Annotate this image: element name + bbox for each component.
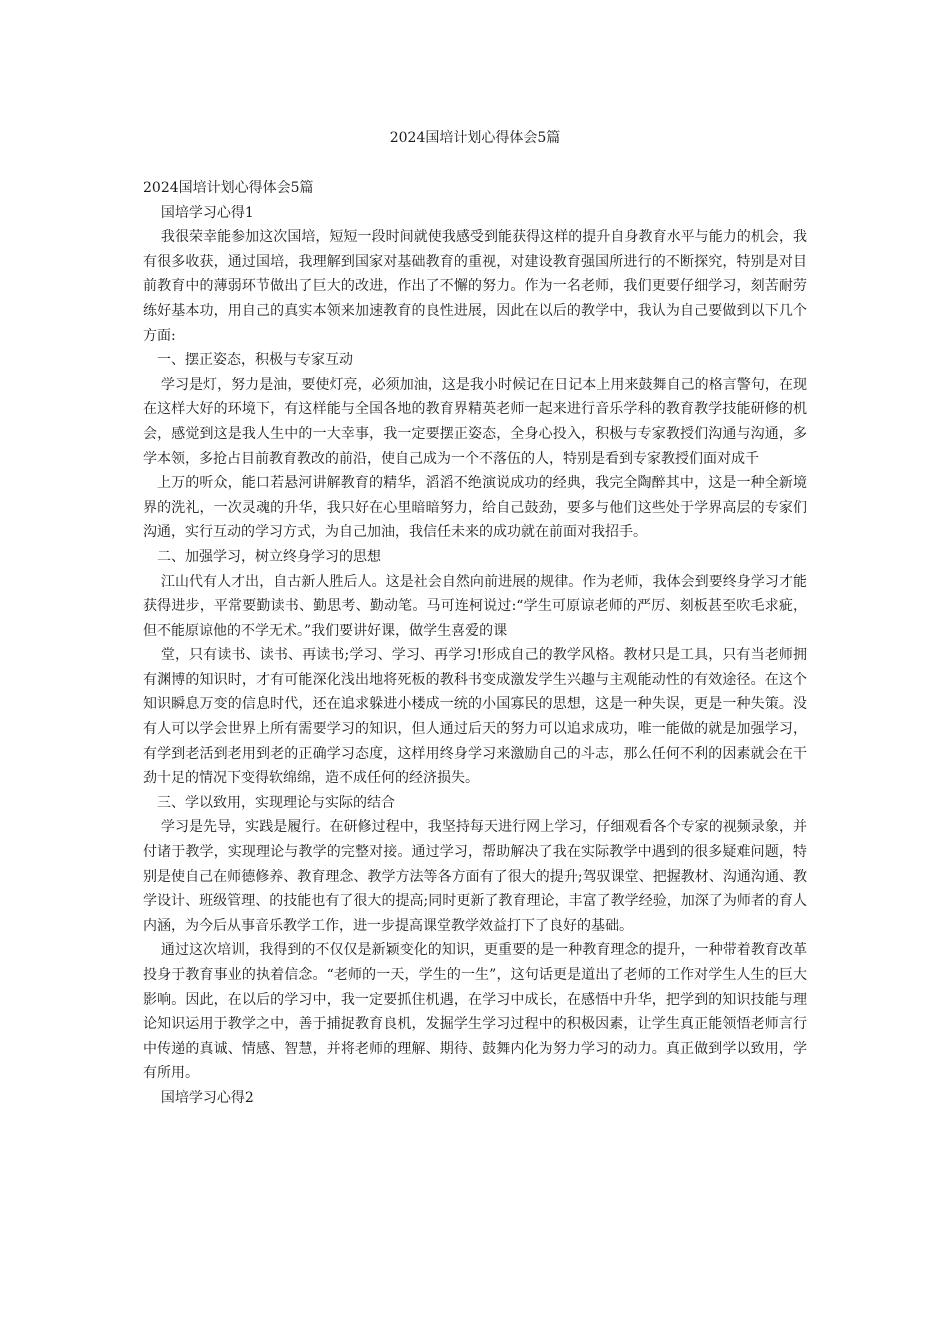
document-title: 2024国培计划心得体会5篇 — [389, 130, 561, 146]
section-heading: 三、学以致用，实现理论与实际的结合 — [157, 794, 395, 811]
body-paragraph: 我很荣幸能参加这次国培，短短一段时间就使我感受到能获得这样的提升自身教育水平与能力的机会，我有很多收获，通过国培，我理解到国家对基础教育的重视，对建设教育强国所进行的不断探究，特别是对目前教育中的薄弱环节做出了巨大的改进，作出了不懈的努力。作为一名老师，我们更要仔细学习，刻苦耐劳练好基本功，用自己的真实本领来加速教育的良性进展，因此在以后的教学中，我认为自己要做到以下几个方面: — [143, 229, 807, 344]
section-heading: 一、摆正姿态，积极与专家互动 — [157, 352, 353, 369]
section-heading: 二、加强学习，树立终身学习的思想 — [157, 548, 381, 565]
body-paragraph: 堂，只有读书、读书、再读书;学习、学习、再学习!形成自己的教学风格。教材只是工具，只有当老师拥有渊博的知识时，才有可能深化浅出地将死板的教科书变成激发学生兴趣与主观能动性的有效途径。在这个知识瞬息万变的信息时代，还在追求躲进小楼成一统的小国寡民的思想，这是一种失误，更是一种失策。没有人可以学会世界上所有需要学习的知识，但人通过后天的努力可以追求成功，唯一能做的就是加强学习，有学到老活到老用到老的正确学习态度，这样用终身学习来激励自己的斗志，那么任何不利的因素就会在干劲十足的情况下变得软绵绵，造不成任何的经济损失。 — [143, 647, 807, 787]
body-paragraph: 学习是先导，实践是履行。在研修过程中，我坚持每天进行网上学习，仔细观看各个专家的视频录象，并付诸于教学，实现理论与教学的完整对接。通过学习，帮助解决了我在实际教学中遇到的很多疑难问题，特别是使自己在师德修养、教育理念、教学方法等各方面有了很大的提升;驾驭课堂、把握教材、沟通沟通、教学设计、班级管理、的技能也有了很大的提高;同时更新了教育理论，丰富了教学经验，加深了为师者的育人内涵，为今后从事音乐教学工作，进一步提高课堂教学效益打下了良好的基础。 — [143, 819, 807, 934]
body-paragraph: 江山代有人才出，自古新人胜后人。这是社会自然向前进展的规律。作为老师，我体会到要终身学习才能获得进步，平常要勤读书、勤思考、勤动笔。马可连柯说过:“学生可原谅老师的严厉、刻板甚至吹毛求疵，但不能原谅他的不学无术。”我们要讲好课，做学生喜爱的课 — [143, 573, 807, 639]
body-paragraph: 上万的听众，能口若悬河讲解教育的精华，滔滔不绝演说成功的经典，我完全陶醉其中，这是一种全新境界的洗礼，一次灵魂的升华，我只好在心里暗暗努力，给自己鼓劲，要多与他们这些处于学界高层的专家们沟通，实行互动的学习方式，为自己加油，我信任未来的成功就在前面对我招手。 — [143, 475, 807, 541]
section-heading: 国培学习心得1 — [160, 204, 254, 221]
body-paragraph: 学习是灯，努力是油，要使灯亮，必须加油，这是我小时候记在日记本上用来鼓舞自己的格言警句，在现在这样大好的环境下，有这样能与全国各地的教育界精英老师一起来进行音乐学科的教育教学技能研修的机会，感觉到这是我人生中的一大幸事，我一定要摆正姿态，全身心投入，积极与专家教授们沟通与沟通，多学本领，多抢占目前教育教改的前沿，使自己成为一个不落伍的人，特别是看到专家教授们面对成千 — [143, 376, 807, 467]
document-body — [143, 176, 807, 1111]
body-paragraph: 通过这次培训，我得到的不仅仅是新颖变化的知识，更重要的是一种教育理念的提升，一种带着教育改革投身于教育事业的执着信念。“老师的一天，学生的一生”，这句话更是道出了老师的工作对学生人生的巨大影响。因此，在以后的学习中，我一定要抓住机遇，在学习中成长，在感悟中升华，把学到的知识技能与理论知识运用于教学之中，善于捕捉教育良机，发掘学生学习过程中的积极因素，让学生真正能领悟老师言行中传递的真诚、情感、智慧，并将老师的理解、期待、鼓舞内化为努力学习的动力。真正做到学以致用，学有所用。 — [143, 942, 807, 1082]
document-subtitle: 2024国培计划心得体会5篇 — [143, 180, 314, 196]
section-heading: 国培学习心得2 — [160, 1089, 254, 1106]
